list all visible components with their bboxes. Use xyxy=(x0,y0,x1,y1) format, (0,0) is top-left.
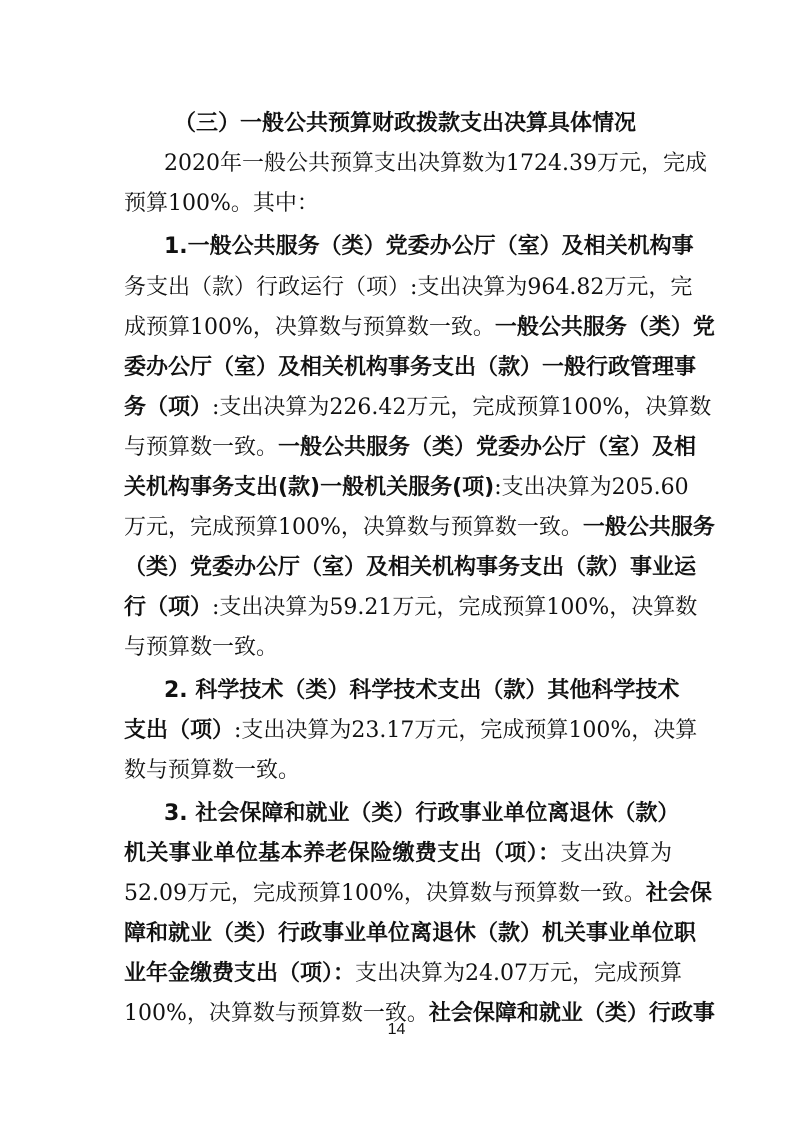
item1-line-1: 1.一般公共服务（类）党委办公厅（室）及相关机构事 xyxy=(164,234,694,259)
item1-line-9: （类）党委办公厅（室）及相关机构事务支出（款）事业运 xyxy=(124,555,697,580)
item3-line-3: 52.09万元，完成预算100%，决算数与预算数一致。社会保 xyxy=(124,881,712,906)
item1-line-3: 成预算100%，决算数与预算数一致。一般公共服务（类）党 xyxy=(124,315,715,340)
section-heading: （三）一般公共预算财政拨款支出决算具体情况 xyxy=(174,111,637,136)
item1-line-10: 行（项）:支出决算为59.21万元，完成预算100%，决算数 xyxy=(124,595,698,620)
item1-line-11: 与预算数一致。 xyxy=(124,635,279,660)
item1-line-5: 务（项）:支出决算为226.42万元，完成预算100%，决算数 xyxy=(124,395,712,420)
item3-line-5: 业年金缴费支出（项）：支出决算为24.07万元，完成预算 xyxy=(124,961,682,986)
item1-line-4: 委办公厅（室）及相关机构事务支出（款）一般行政管理事 xyxy=(124,355,697,380)
item2-line-1: 2. 科学技术（类）科学技术支出（款）其他科学技术 xyxy=(164,678,680,703)
intro-line-1: 2020年一般公共预算支出决算数为1724.39万元，完成 xyxy=(164,151,707,176)
item3-line-1: 3. 社会保障和就业（类）行政事业单位离退休（款） xyxy=(164,801,680,826)
intro-line-2: 预算100%。其中： xyxy=(124,191,319,216)
item1-line-7: 关机构事务支出(款)一般机关服务(项):支出决算为205.60 xyxy=(124,475,689,500)
item1-line-6: 与预算数一致。一般公共服务（类）党委办公厅（室）及相 xyxy=(124,435,697,460)
item1-line-8: 万元，完成预算100%，决算数与预算数一致。一般公共服务 xyxy=(124,515,715,540)
item2-line-3: 数与预算数一致。 xyxy=(124,758,301,783)
item1-line-2: 务支出（款）行政运行（项）:支出决算为964.82万元，完 xyxy=(124,275,693,300)
item2-line-2: 支出（项）:支出决算为23.17万元，完成预算100%，决算 xyxy=(124,718,698,743)
item3-line-4: 障和就业（类）行政事业单位离退休（款）机关事业单位职 xyxy=(124,921,697,946)
page-number: 14 xyxy=(387,1021,406,1038)
item3-line-2: 机关事业单位基本养老保险缴费支出（项）：支出决算为 xyxy=(124,841,672,866)
item3-line-6: 100%，决算数与预算数一致。社会保障和就业（类）行政事 xyxy=(124,1001,715,1026)
